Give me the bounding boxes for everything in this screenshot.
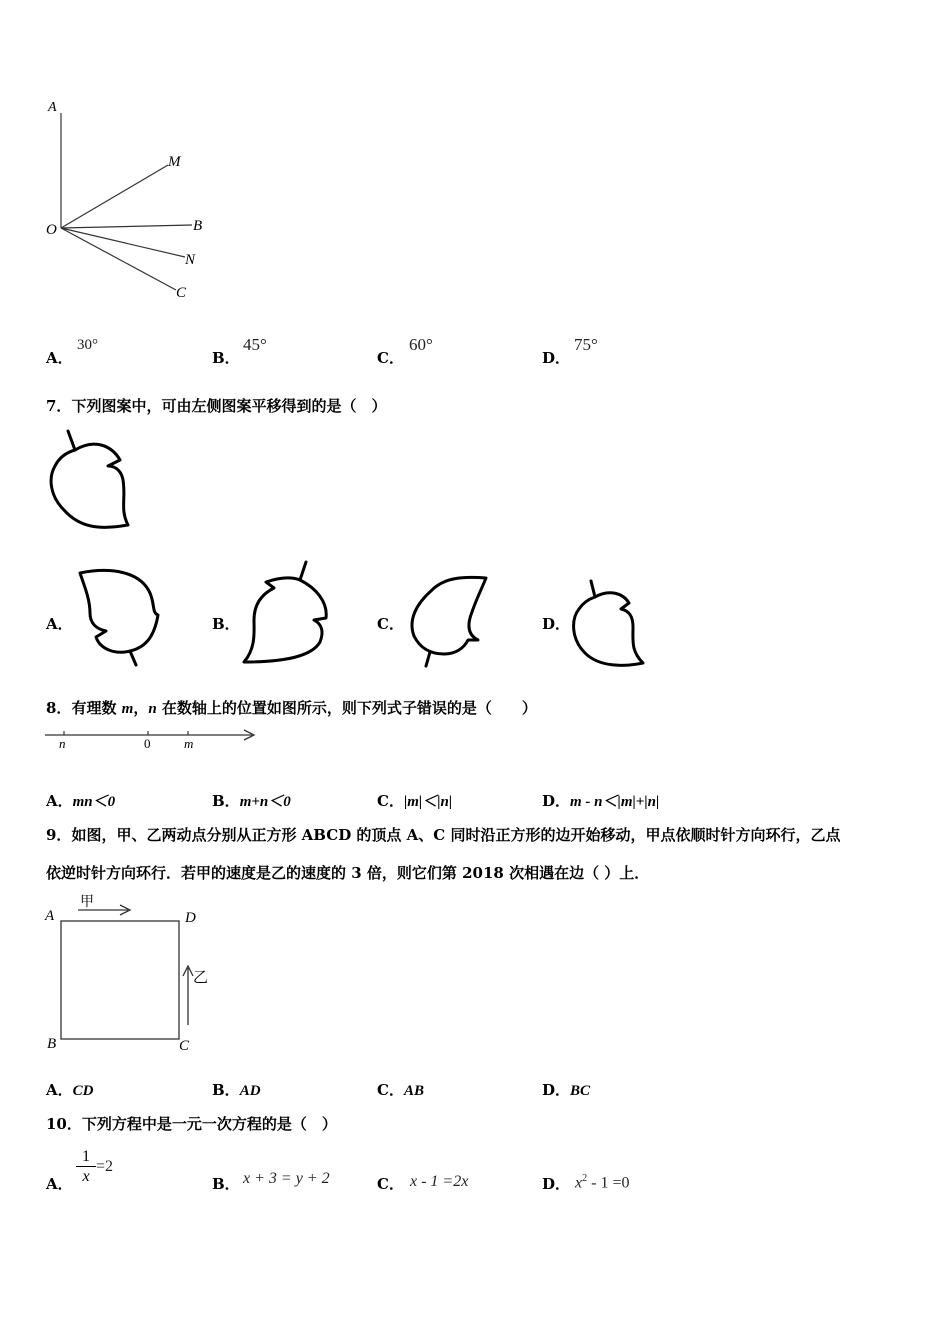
label-m: M [168, 154, 181, 170]
question-9-line-2: 依逆时针方向环行．若甲的速度是乙的速度的 3 倍，则它们第 2018 次相遇在边（ ）上． [46, 864, 650, 882]
q10-option-c[interactable]: C． [377, 1175, 404, 1193]
q6-option-a[interactable]: A． [46, 349, 73, 367]
q10-option-a-rhs: =2 [96, 1158, 114, 1175]
label-n: N [185, 252, 196, 268]
axis-label-m: m [184, 736, 194, 751]
q9-option-b[interactable]: B．AD [212, 1081, 261, 1099]
vertex-b: B [47, 1036, 57, 1052]
q7-leaf-d[interactable] [565, 575, 655, 673]
label-a: A [48, 100, 57, 115]
square-figure [40, 890, 230, 1060]
fraction-numerator: 1 [76, 1148, 96, 1167]
q7-leaf-a[interactable] [70, 565, 170, 670]
axis-label-n: n [59, 736, 66, 751]
q6-option-c-value: 60° [409, 335, 433, 354]
label-o: O [46, 222, 57, 238]
q7-leaf-c[interactable] [402, 568, 502, 673]
label-yi: 乙 [193, 968, 209, 986]
angle-figure [40, 95, 220, 310]
q7-option-c[interactable]: C． [377, 615, 404, 633]
q6-option-b[interactable]: B． [212, 349, 240, 367]
vertex-c: C [179, 1038, 190, 1054]
q7-option-a[interactable]: A． [46, 615, 73, 633]
vertex-a: A [45, 908, 55, 924]
q8-option-a[interactable]: A．mn＜0 [46, 792, 116, 810]
q9-option-a[interactable]: A．CD [46, 1081, 94, 1099]
q7-option-d[interactable]: D． [542, 615, 571, 633]
label-b: B [193, 218, 203, 234]
q6-option-a-value: 30° [77, 337, 98, 353]
label-jia: 甲 [80, 894, 94, 910]
q10-option-b-expr: x + 3 = y + 2 [243, 1170, 330, 1187]
q10-option-a-fraction [76, 1148, 96, 1187]
q6-option-b-value: 45° [243, 335, 267, 354]
label-c: C [176, 285, 187, 301]
q10-option-c-expr: x - 1 =2x [410, 1173, 469, 1190]
number-line [40, 724, 270, 754]
ray-ob [61, 225, 192, 228]
question-7: 7．下列图案中，可由左侧图案平移得到的是（ ） [46, 397, 387, 415]
q9-option-c[interactable]: C．AB [377, 1081, 424, 1099]
q8-option-b[interactable]: B．m+n＜0 [212, 792, 291, 810]
q10-option-d[interactable]: D． [542, 1175, 571, 1193]
q10-option-d-expr: $x^2 - 1 =0$ [575, 1173, 630, 1192]
q9-option-d[interactable]: D．BC [542, 1081, 591, 1099]
vertex-d: D [185, 910, 196, 926]
ray-om [61, 165, 168, 228]
q6-option-d-value: 75° [574, 335, 598, 354]
reference-leaf-figure [40, 428, 150, 538]
q8-option-d[interactable]: D．m - n＜|m|+|n| [542, 792, 660, 810]
question-10: 10．下列方程中是一元一次方程的是（ ） [46, 1115, 337, 1133]
question-8: 8．有理数 m，n 在数轴上的位置如图所示，则下列式子错误的是（ ） [46, 699, 537, 717]
question-9-line-1: 9．如图，甲、乙两动点分别从正方形 ABCD 的顶点 A、C 同时沿正方形的边开始移动，甲点依顺时针方向环行，乙点 [46, 826, 841, 844]
q10-option-b[interactable]: B． [212, 1175, 240, 1193]
q8-option-c[interactable]: C．|m|＜|n| [377, 792, 453, 810]
ray-on [61, 228, 185, 257]
fraction-denominator: x [82, 1168, 90, 1185]
q6-option-d[interactable]: D． [542, 349, 571, 367]
ray-oc [61, 228, 176, 290]
q10-option-a[interactable]: A． [46, 1175, 73, 1193]
axis-label-zero: 0 [144, 736, 151, 751]
q7-option-b[interactable]: B． [212, 615, 240, 633]
q6-option-c[interactable]: C． [377, 349, 404, 367]
q7-leaf-b[interactable] [236, 558, 336, 670]
